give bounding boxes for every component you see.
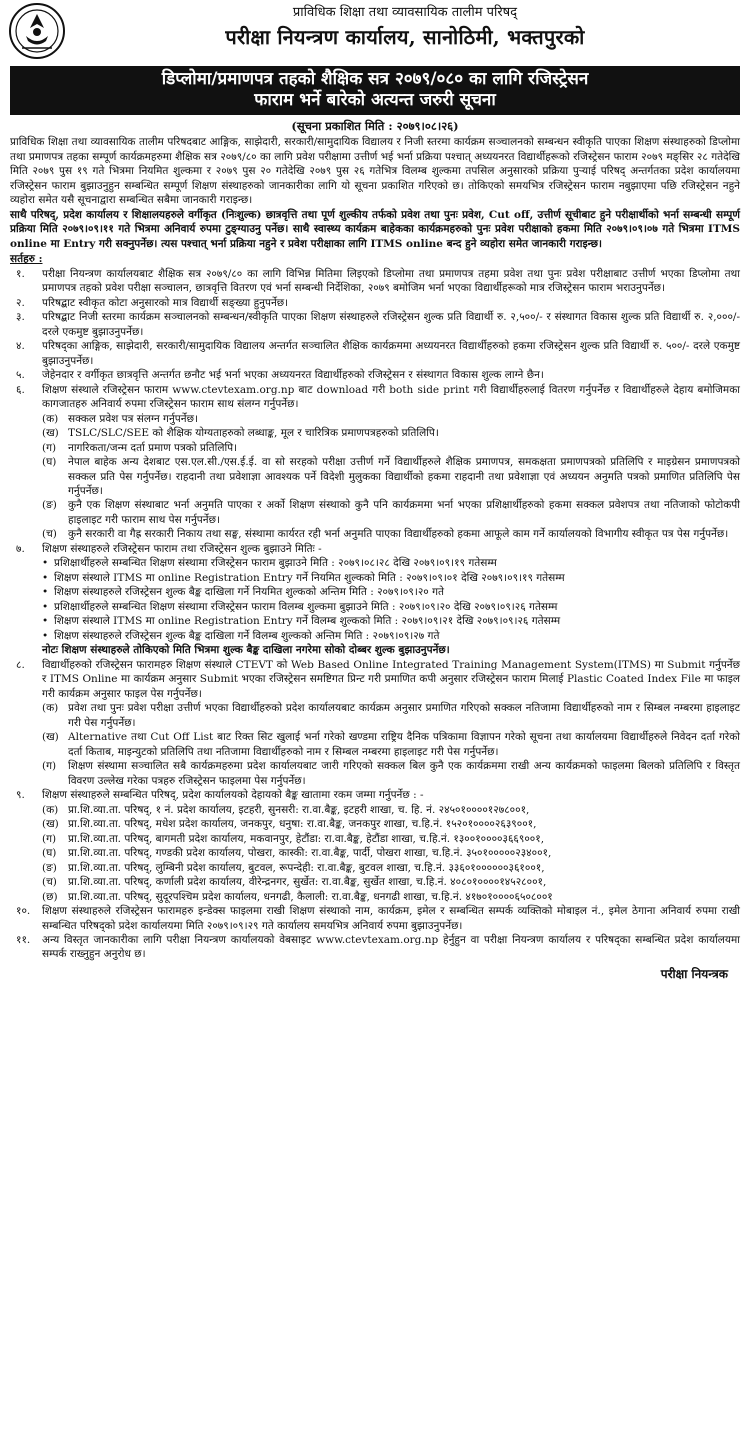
government-emblem-icon bbox=[8, 2, 66, 60]
bullet-text: प्रशिक्षार्थीहरुले सम्बन्धित शिक्षण संस्थामा रजिस्ट्रेसन फाराम बुझाउने मिति : २०७९।०८।२८ देखि २०७९।०९।१९ गतेसम्म bbox=[54, 557, 497, 570]
list-item bbox=[10, 368, 740, 382]
date-bullet bbox=[42, 614, 740, 628]
notice-title-banner bbox=[10, 66, 740, 115]
sub-item-label: (क) bbox=[42, 803, 59, 816]
sub-item-label: (क) bbox=[42, 702, 59, 715]
sub-item bbox=[42, 730, 740, 759]
item-number: ८. bbox=[16, 658, 25, 671]
list-item bbox=[10, 904, 740, 933]
terms-heading: सर्तहरु : bbox=[10, 253, 43, 266]
item-number: ११. bbox=[16, 934, 31, 946]
bank-account-item bbox=[42, 846, 740, 860]
item-text: परिषद्का आङ्गिक, साझेदारी, सरकारी/सामुदायिक विद्यालय अन्तर्गत सञ्चालित शैक्षिक कार्यक्रममा अध्ययनरत विद्यार्थीहरुको हकमा रजिस्ट्रेसन शुल्क प्रति विद्यार्थी रु. ५००/- दरले एकमुष्ट बुझाउनुपर्नेछ। bbox=[42, 340, 740, 367]
item-text: जेहेनदार र वर्गीकृत छात्रवृत्ति अन्तर्गत छनौट भई भर्ना भएका अध्ययनरत विद्यार्थीहरुको रजिस्ट्रेसन र संस्थागत विकास शुल्क लाग्ने छैन। bbox=[42, 369, 544, 382]
bullet-icon: • bbox=[42, 629, 49, 642]
notice-title-line2: फाराम भर्ने बारेको अत्यन्त जरुरी सूचना bbox=[254, 90, 496, 111]
sub-item-text: नागरिकता/जन्म दर्ता प्रमाण पत्रको प्रतिलिपि। bbox=[68, 441, 238, 454]
bullet-text: शिक्षण संस्थाले ITMS मा online Registration Entry गर्ने नियमित शुल्कको मिति : २०७९।०९।०१ देखि २०७९।०९।१९ गतेसम्म bbox=[54, 571, 565, 584]
list-item bbox=[10, 933, 740, 962]
sub-item-label: (छ) bbox=[42, 890, 58, 903]
bullet-icon: • bbox=[42, 615, 49, 628]
late-fee-note: नोटः शिक्षण संस्थाहरुले तोकिएको मिति भित्रमा शुल्क बैङ्क दाखिला नगरेमा सोको दोब्बर शुल्क बुझाउनुपर्नेछ। bbox=[42, 644, 450, 657]
sub-item-text: प्रा.शि.व्या.ता. परिषद्, बागमती प्रदेश कार्यालय, मकवानपुर, हेटौंडा: रा.वा.बैङ्क, हेटौंडा शाखा, च.हि.नं. १३००१००००३६६९००१, bbox=[68, 832, 545, 845]
sub-item bbox=[42, 759, 740, 788]
item-number: ४. bbox=[16, 340, 25, 353]
item-number: ९. bbox=[16, 789, 25, 802]
office-name: परीक्षा नियन्त्रण कार्यालय, सानोठिमी, भक्तपुरको bbox=[225, 25, 585, 49]
org-name: प्राविधिक शिक्षा तथा व्यावसायिक तालीम परिषद् bbox=[292, 5, 518, 20]
list-item bbox=[10, 542, 740, 658]
sub-item-text: TSLC/SLC/SEE को शैक्षिक योग्यताहरुको लब्धाङ्क, मूल र चारित्रिक प्रमाणपत्रहरुको प्रतिलिपि। bbox=[68, 427, 439, 440]
date-bullet bbox=[42, 556, 740, 570]
item-text: परीक्षा नियन्त्रण कार्यालयबाट शैक्षिक सत्र २०७९/८० का लागि विभिन्न मितिमा लिइएको डिप्लोमा तथा प्रमाणपत्र तहमा प्रवेश तथा पुनः प्रवेश परीक्षाबाट उत्तीर्ण भएका डिप्लोमा तथा प्रमाणपत्र तहको प्रवेश परीक्षा सञ्चालन, छात्रवृत्ति वितरण एवं भर्ना सम्बन्धी निर्देशिका, २०७९ बमोजिम भर्ना भएका विद्यार्थीहरूको मात्र रजिस्ट्रेसन फाराम भराउनुपर्नेछ। bbox=[42, 267, 740, 295]
sub-item-label: (ग) bbox=[42, 760, 57, 773]
date-bullet bbox=[42, 585, 740, 599]
bank-account-item bbox=[42, 861, 740, 875]
sub-item bbox=[42, 412, 740, 426]
bullet-icon: • bbox=[42, 586, 49, 599]
sub-item-label: (क) bbox=[42, 412, 59, 425]
bank-account-item bbox=[42, 832, 740, 846]
item-text: शिक्षण संस्थाहरुले रजिस्ट्रेसन फारामहरु इन्डेक्स फाइलमा राखी शिक्षण संस्थाको नाम, कार्यक्रम, इमेल र सम्बन्धित सम्पर्क व्यक्तिको मोबाइल नं., इमेल ठेगाना अनिवार्य रुपमा राखी सम्बन्धित परिषद्को प्रदेश कार्यालयमा मिति २०७९।०९।२९ गते कार्यालय समयभित्र अनिवार्य रुपमा बुझाउनुपर्नेछ। bbox=[42, 905, 740, 932]
item-text: शिक्षण संस्थाहरुले रजिस्ट्रेसन फाराम तथा रजिस्ट्रेसन शुल्क बुझाउने मितिः - bbox=[42, 542, 322, 555]
bank-account-item bbox=[42, 817, 740, 831]
sub-item-label: (घ) bbox=[42, 456, 57, 469]
sub-item-label: (ङ) bbox=[42, 499, 57, 512]
list-item bbox=[10, 267, 740, 296]
sub-item-label: (ग) bbox=[42, 441, 57, 454]
item-number: १०. bbox=[16, 905, 31, 918]
item-number: ७. bbox=[16, 542, 25, 555]
bullet-text: शिक्षण संस्थाहरुले रजिस्ट्रेसन शुल्क बैङ्क दाखिला गर्ने विलम्ब शुल्कको अन्तिम मिति : २०७९।०९।२७ गते bbox=[54, 629, 440, 642]
bullet-icon: • bbox=[42, 557, 49, 570]
bullet-text: शिक्षण संस्थाहरुले रजिस्ट्रेसन शुल्क बैङ्क दाखिला गर्ने नियमित शुल्कको अन्तिम मिति : २०७९।०९।२० गते bbox=[54, 586, 444, 599]
sub-item-text: प्रा.शि.व्या.ता. परिषद्, १ नं. प्रदेश कार्यालय, इटहरी, सुनसरी: रा.वा.बैङ्क, इटहरी शाखा, च. हि. नं. २४५०१००००१२७८००१, bbox=[68, 803, 530, 816]
sub-item-label: (ख) bbox=[42, 427, 59, 440]
sub-item bbox=[42, 426, 740, 440]
intro-paragraph-bold: साथै परिषद्, प्रदेश कार्यालय र शिक्षालयहरुले वर्गीकृत (निःशुल्क) छात्रवृत्ति तथा पूर्ण शुल्कीय तर्फको प्रवेश तथा पुनः प्रवेश, Cut off, उत्तीर्ण सूचीबाट हुने परीक्षार्थीको भर्ना सम्बन्धी सम्पूर्ण प्रक्रिया मिति २०७९।०९।११ गते भित्रमा अनिवार्य रुपमा टुङ्ग्याउनु पर्नेछ। साथै स्वास्थ्य कार्यक्रम बाहेकका कार्यक्रमहरुको पुनः प्रवेश परीक्षाको हकमा मिति २०७९।०९।०७ गते भित्रमा ITMS online मा Entry गरी सक्नुपर्नेछ। त्यस पश्चात् भर्ना प्रक्रिया नहुने र प्रवेश परीक्षाका लागि ITMS online बन्द हुने व्यहोरा समेत जानकारी गराइन्छ। bbox=[10, 208, 740, 250]
bullet-icon: • bbox=[42, 600, 49, 613]
date-bullet bbox=[42, 571, 740, 585]
sub-item-text: कुनै एक शिक्षण संस्थाबाट भर्ना अनुमति पाएका र अर्को शिक्षण संस्थाको कुनै पनि कार्यक्रममा भर्ना भएका प्रशिक्षार्थीहरुको हकमा सक्कल प्रवेशपत्र तथा नतिजाको फोटोकपी हाइलाइट गरी फाराम साथ पेस गर्नुपर्नेछ। bbox=[68, 499, 740, 526]
bank-account-item bbox=[42, 890, 740, 904]
sub-item-text: कुनै सरकारी वा गैह्र सरकारी निकाय तथा सङ्घ, संस्थामा कार्यरत रही भर्ना अनुमति पाएका विद्यार्थीहरुको हकमा आफूले काम गर्ने कार्यालयको विभागीय स्वीकृत पत्र पेस गर्नुपर्नेछ। bbox=[68, 528, 729, 541]
sub-item-text: प्रा.शि.व्या.ता. परिषद्, मधेश प्रदेश कार्यालय, जनकपुर, धनुषा: रा.वा.बैङ्क, जनकपुर शाखा, च.हि.नं. १५२०१००००२६३९००१, bbox=[68, 818, 537, 831]
item-text: शिक्षण संस्थाहरुले सम्बन्धित परिषद्, प्रदेश कार्यालयको देहायको बैङ्क खातामा रकम जम्मा गर्नुपर्नेछ : - bbox=[42, 789, 424, 802]
date-bullet bbox=[42, 600, 740, 614]
item-number: ३. bbox=[16, 311, 25, 324]
sub-item-text: Alternative तथा Cut Off List बाट रिक्त सिट खुलाई भर्ना गरेको खण्डमा राष्ट्रिय दैनिक पत्रिकामा विज्ञापन गरेको सूचना तथा कार्यालयमा विद्यार्थीहरुले निवेदन दर्ता गरेको दर्ता किताब, माइन्युटको प्रतिलिपि तथा नतिजामा विद्यार्थीहरुको नाम र सिम्बल नम्बरमा हाइलाइट गरी पेस गर्नुपर्नेछ। bbox=[68, 731, 740, 758]
bank-account-item bbox=[42, 803, 740, 817]
sub-item-text: प्रा.शि.व्या.ता. परिषद्, कर्णाली प्रदेश कार्यालय, वीरेन्द्रनगर, सुर्खेत: रा.वा.बैङ्क, सुर्खेत शाखा, च.हि.नं. ४०८०१००००१४५२८००१, bbox=[68, 876, 547, 889]
sub-item-text: प्रा.शि.व्या.ता. परिषद्, सुदूरपश्चिम प्रदेश कार्यालय, धनगढी, कैलाली: रा.वा.बैङ्क, धनगढी शाखा, च.हि.नं. ४१७०१००००६५०८००१ bbox=[68, 890, 553, 903]
item-number: १. bbox=[16, 267, 25, 280]
sub-item-text: शिक्षण संस्थामा सञ्चालित सबै कार्यक्रमहरुमा प्रदेश कार्यालयबाट जारी गरिएको सक्कल बिल कुनै एक कार्यक्रममा राखी अन्य कार्यक्रमको फाइलमा बिलको प्रतिलिपि र विस्तृत विवरण उल्लेख गरेका पत्रहरु रजिस्ट्रेसन फाइलमा पेस गर्नुपर्नेछ। bbox=[68, 760, 740, 787]
signature-title: परीक्षा नियन्त्रक bbox=[660, 966, 728, 981]
list-item bbox=[10, 658, 740, 788]
notice-body bbox=[0, 135, 750, 982]
list-item bbox=[10, 310, 740, 339]
sub-item-text: नेपाल बाहेक अन्य देशबाट एस.एल.सी./एस.ई.ई. वा सो सरहको परीक्षा उत्तीर्ण गर्ने विद्यार्थीहरुले शैक्षिक प्रमाणपत्र, समकक्षता प्रमाणपत्रको प्रतिलिपि र माइग्रेसन प्रमाणपत्रको सक्कल प्रति पेस गर्नुपर्नेछ। राहदानी तथा प्रवेशाज्ञा आवश्यक पर्ने विदेशी मुलुकका विद्यार्थीको हकमा राहदानी तथा प्रवेशाज्ञा एवं अध्ययन अनुमति पत्रको प्रमाणित प्रतिलिपि पेस गर्नुपर्नेछ। bbox=[68, 456, 740, 497]
item-text: शिक्षण संस्थाले रजिस्ट्रेसन फाराम www.ctevtexam.org.np बाट download गरी both side print गरी विद्यार्थीहरुलाई वितरण गर्नुपर्नेछ र विद्यार्थीहरुले देहाय बमोजिमका कागजातहरु अनिवार्य रुपमा रजिस्ट्रेसन फाराम साथ संलग्न गर्नुपर्नेछ। bbox=[42, 383, 740, 411]
item-number: २. bbox=[16, 296, 25, 309]
sub-item-text: सक्कल प्रवेश पत्र संलग्न गर्नुपर्नेछ। bbox=[68, 412, 198, 425]
item-text: विद्यार्थीहरुको रजिस्ट्रेसन फारामहरु शिक्षण संस्थाले CTEVT को Web Based Online Integrated Training Management System(ITMS) मा Submit गर्नुपर्नेछ र ITMS Online मा कार्यक्रम अनुसार Submit भएका रजिस्ट्रेसन समष्टिगत प्रिन्ट गरी प्रमाणित कपी अनुसार रजिस्ट्रेसन फाराम मिलाई Plastic Coated Index File मा फाइल गरी कार्यक्रम अनुसार फाइल पेस गर्नुपर्नेछ। bbox=[42, 658, 740, 700]
sub-item-label: (ख) bbox=[42, 731, 59, 744]
bank-account-item bbox=[42, 875, 740, 889]
letterhead bbox=[0, 0, 750, 66]
sub-item bbox=[42, 498, 740, 527]
item-text: परिषद्बाट निजी स्तरमा कार्यक्रम सञ्चालनको सम्बन्धन/स्वीकृति पाएका शिक्षण संस्थाहरुले रजिस्ट्रेसन शुल्क प्रति विद्यार्थी रु. २,५००/- र संस्थागत विकास शुल्क प्रति विद्यार्थी रु. २,०००/- दरले एकमुष्ट बुझाउनुपर्नेछ। bbox=[42, 311, 740, 338]
list-item bbox=[10, 296, 740, 310]
item-text: परिषद्बाट स्वीकृत कोटा अनुसारको मात्र विद्यार्थी सङ्ख्या हुनुपर्नेछ। bbox=[42, 296, 289, 309]
sub-item bbox=[42, 441, 740, 455]
sub-item-label: (च) bbox=[42, 876, 57, 889]
sub-item-label: (ख) bbox=[42, 818, 59, 831]
bullet-text: प्रशिक्षार्थीहरुले सम्बन्धित शिक्षण संस्थामा रजिस्ट्रेसन फाराम विलम्ब शुल्कमा बुझाउने मिति : २०७९।०९।२० देखि २०७९।०९।२६ गतेसम्म bbox=[54, 600, 558, 613]
sub-item bbox=[42, 455, 740, 498]
item-number: ६. bbox=[16, 383, 25, 396]
sub-item bbox=[42, 527, 740, 541]
sub-item bbox=[42, 701, 740, 730]
sub-item-label: (घ) bbox=[42, 847, 57, 860]
sub-item-text: प्रा.शि.व्या.ता. परिषद्, गण्डकी प्रदेश कार्यालय, पोखरा, कास्की: रा.वा.बैङ्क, पार्दी, पोखरा शाखा, च.हि.नं. ३५०१०००००२३४००१, bbox=[68, 847, 552, 860]
list-item bbox=[10, 339, 740, 368]
sub-item-text: प्रवेश तथा पुनः प्रवेश परीक्षा उत्तीर्ण भएका विद्यार्थीहरुको प्रदेश कार्यालयबाट कार्यक्रम अनुसार प्रमाणित गरिएको सक्कल नतिजामा विद्यार्थीहरुको नाम र सिम्बल नम्बरमा हाइलाइट गरी पेस गर्नुपर्नेछ। bbox=[68, 702, 740, 729]
item-number: ५. bbox=[16, 369, 25, 382]
item-text: अन्य विस्तृत जानकारीका लागि परीक्षा नियन्त्रण कार्यालयको वेबसाइट www.ctevtexam.org.np हेर्नुहुन वा परीक्षा नियन्त्रण कार्यालय र परिषद्का सम्बन्धित प्रदेश कार्यालयमा सम्पर्क राख्नुहुन अनुरोध छ। bbox=[42, 934, 740, 961]
sub-item-label: (ग) bbox=[42, 832, 57, 845]
sub-item-label: (ङ) bbox=[42, 861, 57, 874]
bullet-text: शिक्षण संस्थाले ITMS मा online Registration Entry गर्ने विलम्ब शुल्कको मिति : २०७९।०९।२१ देखि २०७९।०९।२६ गतेसम्म bbox=[54, 615, 561, 628]
list-item bbox=[10, 788, 740, 904]
list-item bbox=[10, 383, 740, 542]
sub-item-label: (च) bbox=[42, 528, 57, 541]
intro-paragraph: प्राविधिक शिक्षा तथा व्यावसायिक तालीम परिषदबाट आङ्गिक, साझेदारी, सरकारी/सामुदायिक विद्यालय र निजी स्तरमा कार्यक्रम सञ्चालनको सम्बन्धन स्वीकृति पाएका शिक्षण संस्थाहरुको डिप्लोमा तथा प्रमाणपत्र तहका सम्पूर्ण कार्यक्रमहरुमा शैक्षिक सत्र २०७९/८० का लागि प्रवेश परीक्षामा उत्तीर्ण भई भर्ना प्रक्रिया पश्चात् अध्ययनरत विद्यार्थीहरूको रजिस्ट्रेसन फाराम २०७९ मङ्सिर २८ गतेदेखि मिति २०७९ पुस १९ गते भित्रमा नियमित शुल्कमा र २०७९ पुस २० गतेदेखि २०७९ पुस २६ गतेभित्र विलम्ब शुल्कमा तपसिल अनुसारको प्रक्रिया पुऱ्याई परिषद् अन्तर्गतका प्रदेश कार्यालयमा रजिस्ट्रेसन फाराम बुझाउनुहुन सम्बन्धित सम्पूर्ण शिक्षण संस्थाहरुको जानकारीका लागि यो सूचना प्रकाशित गरिएको छ। तोकिएको समयभित्र रजिस्ट्रेसन फाराम नबुझाएमा पछि रजिस्ट्रेसन नहुने व्यहोरा समेत यसै सूचनाद्वारा सम्बन्धित सबैमा जानकारी गराइन्छ। bbox=[10, 136, 740, 207]
notice-title-line1: डिप्लोमा/प्रमाणपत्र तहको शैक्षिक सत्र २०७९/०८० का लागि रजिस्ट्रेसन bbox=[161, 69, 589, 89]
publication-date: (सूचना प्रकाशित मिति : २०७९।०८।२६) bbox=[291, 118, 459, 133]
sub-item-text: प्रा.शि.व्या.ता. परिषद्, लुम्बिनी प्रदेश कार्यालय, बुटवल, रूपन्देही: रा.वा.बैङ्क, बुटवल शाखा, च.हि.नं. ३३६०१००००००३६१००१, bbox=[68, 861, 545, 874]
date-bullet bbox=[42, 629, 740, 643]
bullet-icon: • bbox=[42, 571, 49, 584]
